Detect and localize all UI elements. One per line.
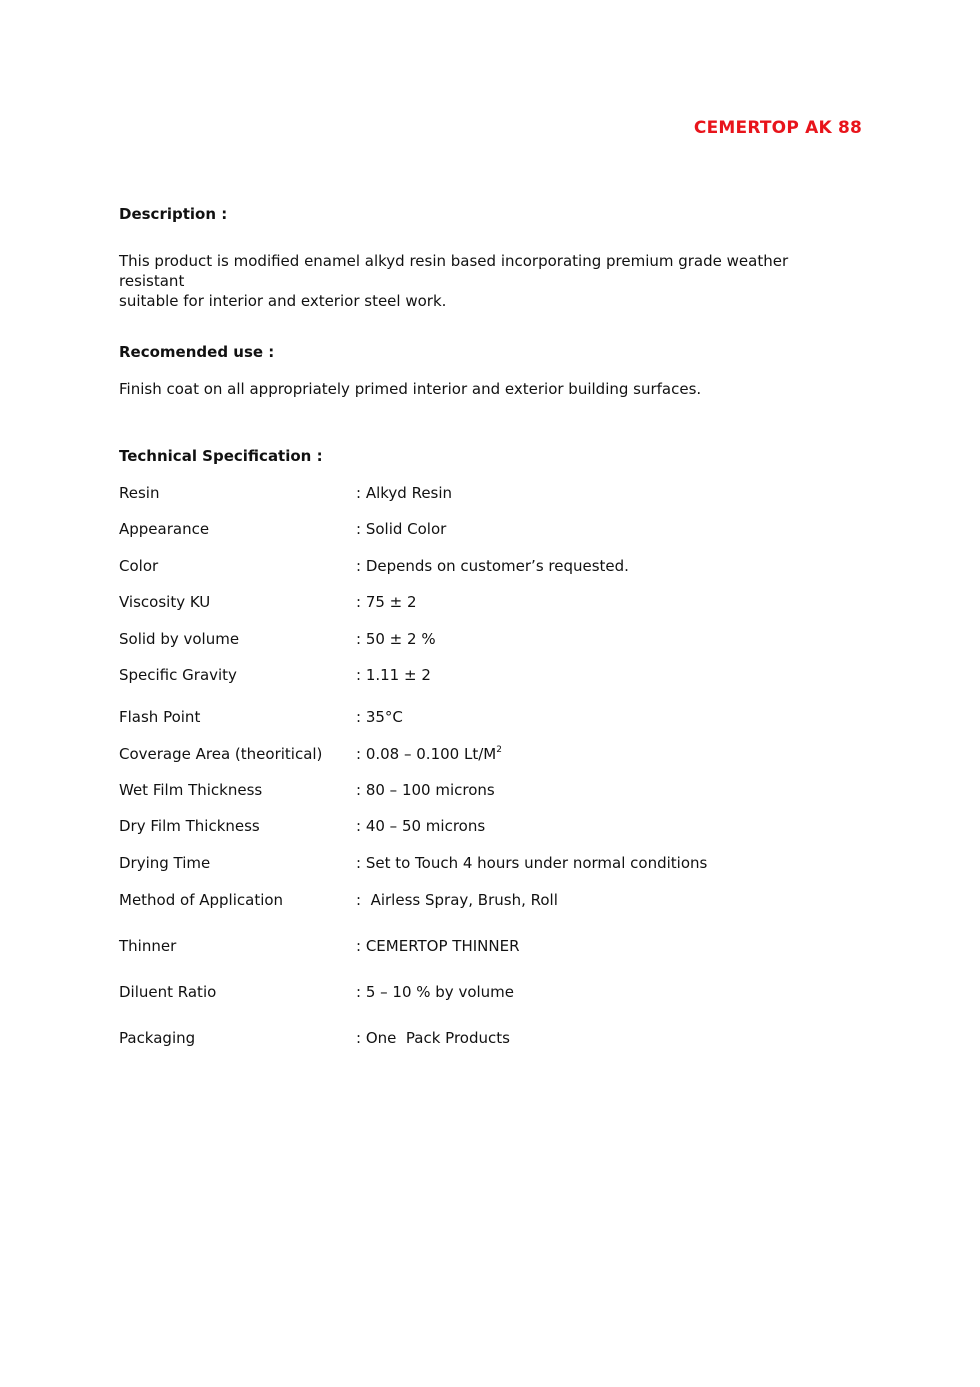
spec-label: Wet Film Thickness (119, 781, 263, 799)
spec-label: Packaging (119, 1029, 196, 1047)
spec-row-drying-time (119, 852, 859, 874)
description-text (119, 251, 849, 311)
spec-value: : 40 – 50 microns (356, 817, 486, 835)
spec-value: : 75 ± 2 (356, 593, 417, 611)
spec-label: Color (119, 557, 159, 575)
recommended-use-heading: Recomended use : (119, 343, 275, 361)
spec-value: : One Pack Products (356, 1029, 510, 1047)
spec-row-appearance (119, 518, 859, 540)
technical-spec-heading: Technical Specification : (119, 447, 323, 465)
spec-value: : 35°C (356, 708, 403, 726)
spec-label: Flash Point (119, 708, 201, 726)
description-heading: Description : (119, 205, 228, 223)
spec-row-thinner (119, 935, 859, 957)
spec-label: Appearance (119, 520, 210, 538)
spec-value: : Airless Spray, Brush, Roll (356, 891, 558, 909)
spec-value-text: : 0.08 – 0.100 Lt/M (356, 745, 497, 763)
spec-row-viscosity (119, 591, 859, 613)
product-title: CEMERTOP AK 88 (693, 118, 862, 138)
description-line-2: suitable for interior and exterior steel work. (119, 292, 447, 310)
spec-row-dry-film-thickness (119, 815, 859, 837)
spec-label: Coverage Area (theoritical) (119, 745, 323, 763)
spec-value: : Solid Color (356, 520, 447, 538)
spec-label: Dry Film Thickness (119, 817, 260, 835)
spec-value: : 80 – 100 microns (356, 781, 495, 799)
spec-value: : Set to Touch 4 hours under normal conditions (356, 854, 708, 872)
spec-value: : Depends on customer’s requested. (356, 557, 629, 575)
superscript: 2 (496, 745, 502, 755)
spec-row-specific-gravity (119, 664, 859, 686)
spec-row-coverage-area (119, 743, 859, 765)
spec-label: Method of Application (119, 891, 284, 909)
spec-label: Solid by volume (119, 630, 240, 648)
spec-label: Specific Gravity (119, 666, 237, 684)
spec-label: Resin (119, 484, 160, 502)
spec-value (356, 743, 502, 765)
spec-label: Thinner (119, 937, 177, 955)
spec-value: : Alkyd Resin (356, 484, 453, 502)
spec-value: : 50 ± 2 % (356, 630, 436, 648)
recommended-use-text: Finish coat on all appropriately primed interior and exterior building surfaces. (119, 380, 702, 398)
spec-row-solid-by-volume (119, 628, 859, 650)
spec-row-diluent-ratio (119, 981, 859, 1003)
spec-value: : 5 – 10 % by volume (356, 983, 515, 1001)
spec-value: : 1.11 ± 2 (356, 666, 431, 684)
spec-row-resin (119, 482, 859, 504)
spec-label: Diluent Ratio (119, 983, 217, 1001)
spec-row-wet-film-thickness (119, 779, 859, 801)
spec-row-packaging (119, 1027, 859, 1049)
spec-value: : CEMERTOP THINNER (356, 937, 520, 955)
spec-label: Viscosity KU (119, 593, 211, 611)
description-line-1: This product is modified enamel alkyd resin based incorporating premium grade weather resistant (119, 252, 789, 290)
spec-row-color (119, 555, 859, 577)
spec-row-flash-point (119, 706, 859, 728)
spec-row-method-of-application (119, 889, 859, 911)
spec-label: Drying Time (119, 854, 211, 872)
